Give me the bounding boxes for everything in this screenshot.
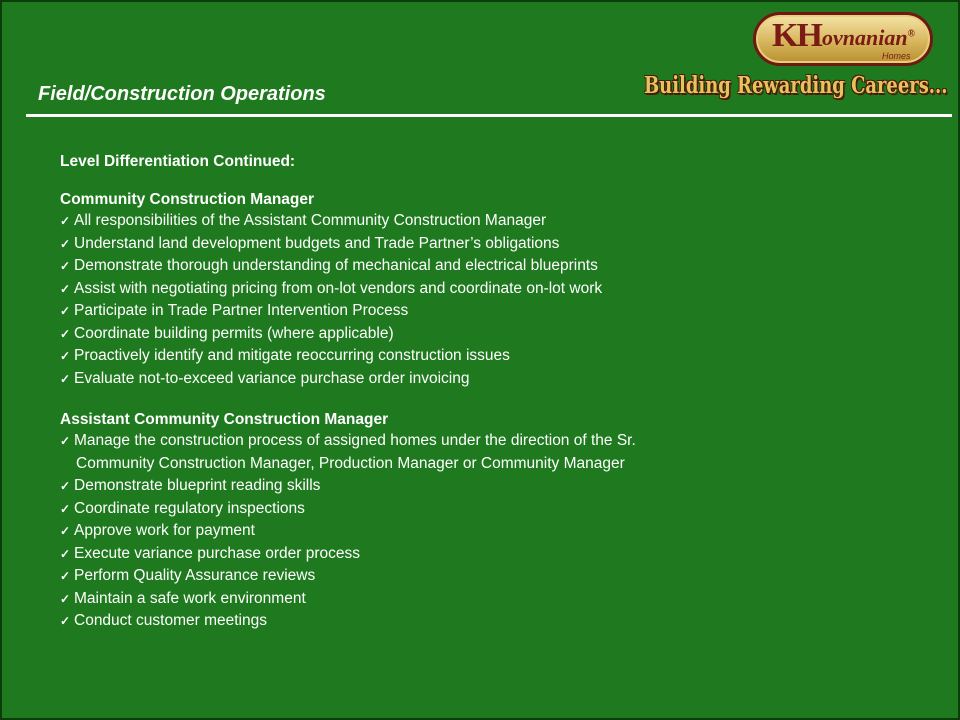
checkmark-icon: ✓ <box>60 371 71 386</box>
checkmark-icon: ✓ <box>60 591 71 606</box>
checkmark-icon: ✓ <box>60 434 71 448</box>
role-title-ccm: Community Construction Manager <box>60 191 315 208</box>
list-item: ✓ Proactively identify and mitigate reoccurring construction issues <box>60 345 940 368</box>
logo-name-text: ovnanian <box>822 25 908 50</box>
list-item: ✓ Demonstrate blueprint reading skills <box>60 475 940 498</box>
checkmark-icon: ✓ <box>60 546 71 561</box>
list-item: ✓ Evaluate not-to-exceed variance purchase order invoicing <box>60 368 940 391</box>
checkmark-icon: ✓ <box>60 501 71 516</box>
list-item: ✓ Perform Quality Assurance reviews <box>60 565 940 588</box>
list-item: ✓ All responsibilities of the Assistant Community Construction Manager <box>60 210 940 233</box>
list-item: ✓ Coordinate building permits (where applicable) <box>60 323 940 346</box>
logo-subtitle: Homes <box>882 51 911 61</box>
list-item: ✓ Coordinate regulatory inspections <box>60 498 940 521</box>
checkmark-icon: ✓ <box>60 304 71 318</box>
checkmark-icon: ✓ <box>60 214 71 228</box>
tagline: Building Rewarding Careers... <box>644 72 948 99</box>
list-item-continuation: Community Construction Manager, Production Manager or Community Manager <box>76 454 625 472</box>
list-item: ✓ Understand land development budgets and Trade Partner’s obligations <box>60 233 940 256</box>
slide-content <box>60 152 940 633</box>
checkmark-icon: ✓ <box>60 236 71 251</box>
checkmark-icon: ✓ <box>60 524 71 538</box>
checkmark-icon: ✓ <box>60 349 71 363</box>
role-title-accm: Assistant Community Construction Manager <box>60 411 389 428</box>
checkmark-icon: ✓ <box>60 479 71 493</box>
list-item: ✓ Manage the construction process of assigned homes under the direction of the Sr. Community Construction Manager, Production Manager or Community Manager <box>60 430 940 475</box>
list-item: ✓ Conduct customer meetings <box>60 610 940 633</box>
list-item: ✓ Participate in Trade Partner Intervention Process <box>60 300 940 323</box>
logo-initials: KH <box>772 17 821 54</box>
list-item: ✓ Maintain a safe work environment <box>60 588 940 611</box>
logo-name <box>822 25 915 51</box>
list-item: ✓ Approve work for payment <box>60 520 940 543</box>
checkmark-icon: ✓ <box>60 614 71 628</box>
checkmark-icon: ✓ <box>60 281 71 296</box>
checkmark-icon: ✓ <box>60 326 71 341</box>
section-heading: Level Differentiation Continued: <box>60 153 296 170</box>
list-item: ✓ Assist with negotiating pricing from on-lot vendors and coordinate on-lot work <box>60 278 940 301</box>
logo-trademark: ® <box>907 28 916 40</box>
checkmark-icon: ✓ <box>60 259 71 273</box>
khovnanian-logo <box>753 12 933 66</box>
slide-title: Field/Construction Operations <box>38 83 326 105</box>
list-item: ✓ Demonstrate thorough understanding of mechanical and electrical blueprints <box>60 255 940 278</box>
title-divider <box>26 114 952 117</box>
list-item: ✓ Execute variance purchase order process <box>60 543 940 566</box>
checkmark-icon: ✓ <box>60 569 71 583</box>
